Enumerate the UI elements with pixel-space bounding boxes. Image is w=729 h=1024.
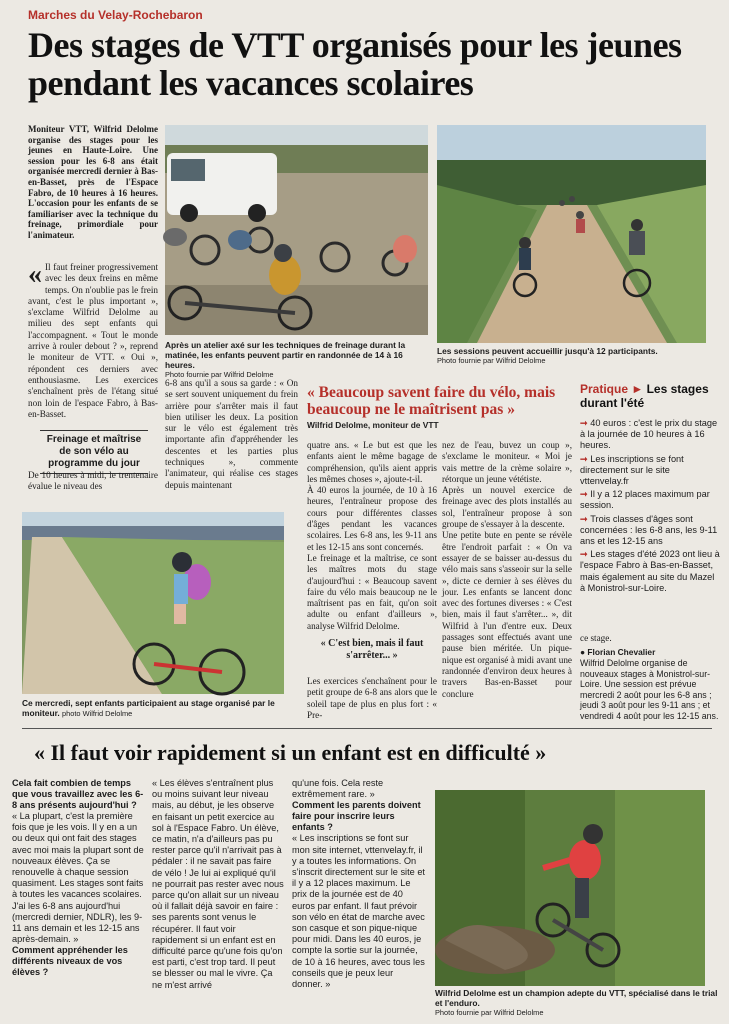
photo2-caption-text: Les sessions peuvent accueillir jusqu'à 12 participants.: [437, 346, 658, 356]
article-column-3-tail: Les exercices s'enchaînent pour le petit groupe de 6-8 ans alors que le soleil tape de plus en plus fort : « Pre-: [307, 676, 437, 720]
pratique-item: ➞ Les inscriptions se font directement sur le site vttenvelay.fr: [580, 453, 684, 487]
intro-paragraph: Moniteur VTT, Wilfrid Delolme organise des stages pour les jeunes en Haute-Loire. Une session pour les 6-8 ans était organisée mercredi dernier à Bas-en-Basset, près de l'Espace Fabro, de 10 heures à 16 heures. L'occasion pour les enfants de se familiariser avec la technique du freinage, primordiale pour l'animateur.: [28, 124, 158, 240]
photo3-credit: photo Wilfrid Delolme: [62, 709, 133, 718]
pratique-item: ➞ 40 euros : c'est le prix du stage à la journée de 10 heures à 16 heures.: [580, 418, 718, 451]
signature-note: Wilfrid Delolme organise de nouveaux stages à Monistrol-sur-Loire. Une session est prévue mercredi 2 août pour les 6-8 ans ; jeudi 3 août pour les 9-11 ans ; et vendredi 4 août pour les 12-15 ans.: [580, 658, 719, 721]
photo1-credit: Photo fournie par Wilfrid Delolme: [165, 370, 274, 379]
author-signature: ● Florian Chevalier: [580, 647, 656, 657]
photo-trial-rider: [435, 790, 705, 986]
pratique-item: ➞ Trois classes d'âges sont concernées : les 6-8 ans, les 9-11 ans et les 12-15 ans: [580, 513, 718, 547]
interview-answer: qu'une fois. Cela reste extrêmement rare. »: [292, 778, 384, 800]
pratique-header: [580, 382, 720, 410]
photo4-caption-text: Wilfrid Delolme est un champion adepte du VTT, spécialisé dans le trial et l'enduro.: [435, 988, 718, 1008]
photo2-caption: [437, 346, 712, 370]
pratique-box: [580, 382, 720, 604]
photo-girl-on-bike-image: [22, 512, 284, 694]
column-1-after-text: De 10 heures à midi, le trentenaire évalue le niveau des: [28, 470, 158, 492]
photo3-caption: [22, 698, 284, 722]
article-column-2: 6-8 ans qu'il a sous sa garde : « On se sert souvent uniquement du frein arrière pour s'arrêter mais il faut bien utiliser les deux. La position sur le vélo est également très importante afin d'appréhender les descentes et les parties plus techniques », commente l'animateur, qui réalise ces stages depuis maintenant: [165, 378, 298, 490]
photo-trial-rider-image: [435, 790, 705, 986]
photo1-caption-text: Après un atelier axé sur les techniques de freinage durant la matinée, les enfants peuvent partir en randonnée de 14 à 16 heures.: [165, 340, 406, 370]
pratique-label: Pratique ►: [580, 382, 644, 396]
interview-column-3: [292, 778, 426, 1004]
interview-question: Cela fait combien de temps que vous travaillez avec les 6-8 ans présents aujourd'hui ?: [12, 778, 144, 810]
interview-column-1: [12, 778, 146, 1004]
interview-column-2: « Les élèves s'entraînent plus ou moins suivant leur niveau mais, au début, je les observe en faisant un petit exercice au sol à l'Espace Fabro. Un élève, ce matin, n'a d'ailleurs pas pu rester parce qu'il n'arrivait pas à pédaler : il ne savait pas faire de vélo ! Je lui ai expliqué qu'il ne pourrait pas rester avec nous parce qu'on allait sur un niveau où il fallait déjà savoir en faire : ses parents sont venus le récupérer. Il faut voir rapidement si un enfant est en difficulté parce qu'une fois qu'on est parti, c'est trop tard. Il peut se blesser ou mal le vivre. Ça ne m'est arrivé: [152, 778, 284, 990]
article-column-1: [28, 259, 158, 430]
pratique-item: ➞ Il y a 12 places maximum par session.: [580, 489, 710, 511]
section-rubric: Marches du Velay-Rochebaron: [28, 8, 203, 22]
pull-quote-author: Wilfrid Delolme, moniteur de VTT: [307, 420, 439, 430]
column-1-text: Il faut freiner progressivement avec les deux freins en même temps. On n'oublie pas le frein avant, c'est le plus important », s'exclame Wilfrid Delolme au milieu des sept enfants qui l'accompagnent. « Tout le monde arrive à rouler debout ? », reprend le moniteur de VTT. « Oui », répondent ces derniers avec enthousiasme. Les exercices s'enchaînent près de l'étang situé non loin de l'espace Fabro, à Bas-en-Basset.: [28, 262, 158, 419]
section-divider: [22, 728, 712, 729]
subhead-freinage: Freinage et maîtrise de son vélo au programme du jour: [40, 430, 148, 474]
photo-braking-workshop-image: [165, 125, 428, 335]
photo4-caption: [435, 988, 720, 1020]
pratique-item: ➞ Les stages d'été 2023 ont lieu à l'espace Fabro à Bas-en-Basset, mais également au site du Mazel à Monistrol-sur-Loire.: [580, 549, 720, 593]
headline: Des stages de VTT organisés pour les jeunes pendant les vacances scolaires: [28, 25, 682, 103]
interview-answer: « La plupart, c'est la première fois que je les vois. Il y en a un ou deux qui ont fait des stages avec moi mais la plupart sont de nouveaux élèves. Ça se renouvelle à chaque session quasiment. Les stages sont faits à toutes les vacances scolaires. J'ai les 6-8 ans aujourd'hui (mercredi dernier, NDLR), les 9-11 ans demain et les 12-15 ans après-demain. »: [12, 811, 144, 945]
pratique-title: Les stages durant l'été: [580, 382, 709, 410]
pull-quote: « Beaucoup savent faire du vélo, mais beaucoup ne le maîtrisent pas »: [307, 384, 556, 418]
interview-headline: « Il faut voir rapidement si un enfant est en difficulté »: [34, 740, 547, 765]
photo-girl-on-bike: [22, 512, 284, 694]
pratique-list: [580, 418, 720, 594]
interview-question: Comment appréhender les différents niveaux de vos élèves ?: [12, 945, 128, 978]
photo2-credit: Photo fournie par Wilfrid Delolme: [437, 356, 546, 365]
article-column-4: nez de l'eau, buvez un coup », s'exclame le moniteur. « Moi je vais mettre de la crème solaire », rétorque un jeune vététiste. Après un nouvel exercice de freinage avec des plots installés au sol, l'entraîneur propose à son groupe de s'essayer à la descente. Une petite bute en pente se révèle être l'endroit parfait : « On va essayer de se baisser au-dessus du vélo mais sans s'asseoir sur la selle », dicte ce dernier à ses élèves du jour. Les enfants se lancent donc avec des fortunes diverses : « C'est bien, mais il faut s'arrêter... », dit Wilfrid à l'un d'entre eux. Deux passages sont effectués avant une pause bien méritée. Un pique-nique est organisé à midi avant une randonnée d'environ deux heures à travers Bas-en-Basset pour conclure: [442, 440, 572, 699]
ce-stage-text: ce stage.: [580, 633, 612, 643]
subhead-cest-bien: « C'est bien, mais il faut s'arrêter... »: [320, 638, 424, 661]
photo-group-ride-image: [437, 125, 706, 343]
photo-braking-workshop: [165, 125, 428, 335]
photo3-caption-text: Ce mercredi, sept enfants participaient au stage organisé par le moniteur.: [22, 698, 275, 718]
article-column-3: quatre ans. « Le but est que les enfants aient le même bagage de compréhension, qu'ils aient appris les mêmes choses », ajoute-t-il. À 40 euros la journée, de 10 à 16 heures, l'entraîneur propose des cours pour différentes classes d'âges pendant les vacances scolaires. Les 6-8 ans, les 9-11 ans et les 12-15 ans sont concernés. Le freinage et la maîtrise, ce sont les maîtres mots du stage d'aujourd'hui : « Beaucoup savent faire du vélo mais beaucoup ne le maîtrisent pas en fait, qu'on soit adulte ou enfant d'ailleurs », analyse Wilfrid Delolme.: [307, 440, 437, 631]
photo-group-ride: [437, 125, 706, 343]
interview-answer: « Les inscriptions se font sur mon site internet, vttenvelay.fr, il y a toutes les informations. On s'inscrit directement sur le site et il y a 12 places maximum. Le prix de la journée est de 40 euros par enfant. Il faut prévoir son vélo en état de marche avec son casque et son pique-nique pour midi. Dans les 40 euros, je compte la sortie sur la journée, de 10 à 16 heures, avec tous les conseils que je peux leur donner. »: [292, 833, 425, 990]
interview-question: Comment les parents doivent faire pour inscrire leurs enfants ?: [292, 800, 421, 833]
photo4-credit: Photo fournie par Wilfrid Delolme: [435, 1008, 544, 1017]
drop-quote-mark: «: [28, 259, 42, 290]
